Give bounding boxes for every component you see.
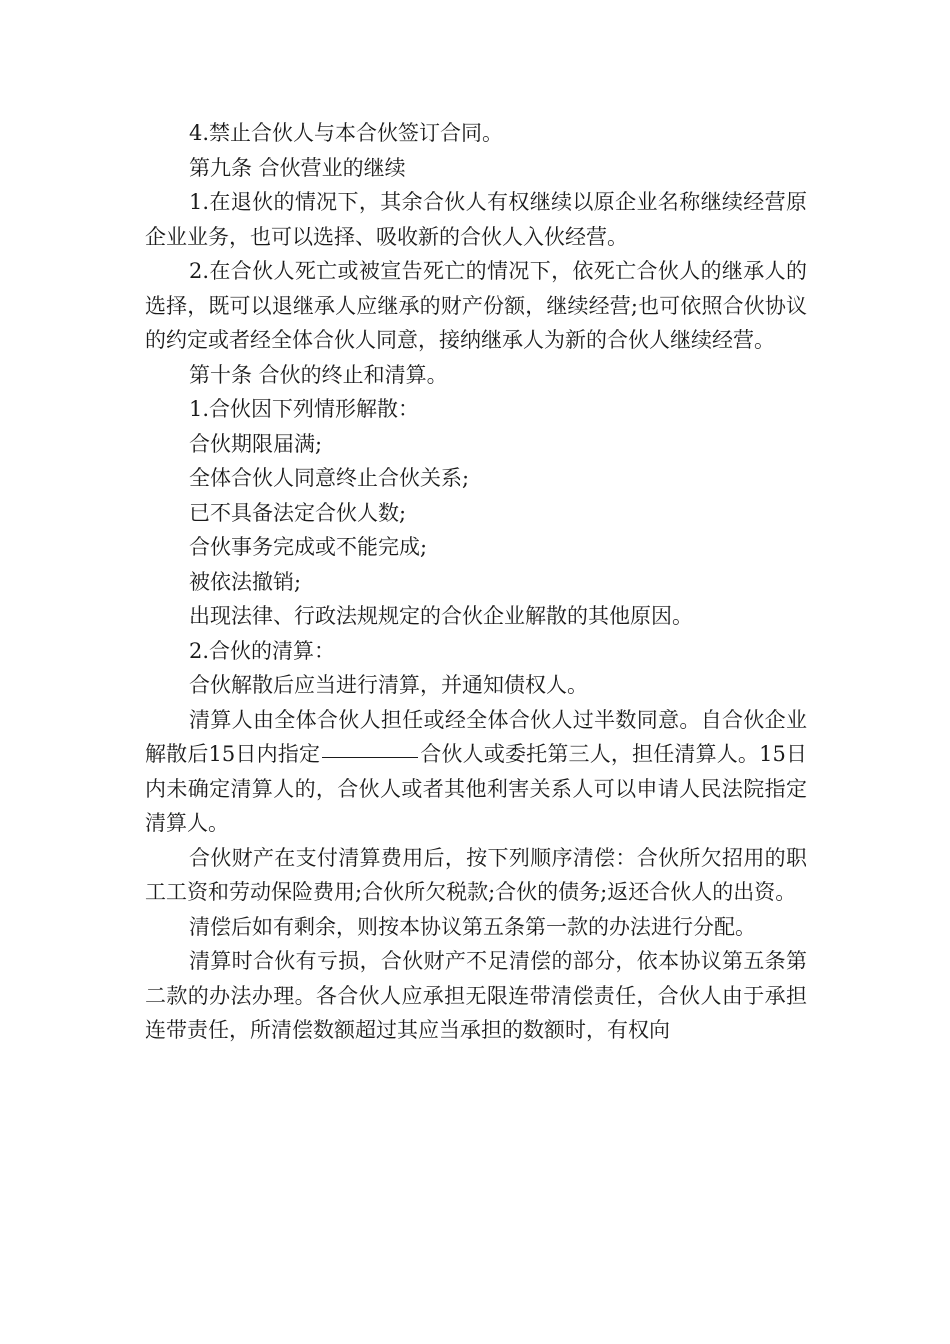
article-10-heading: 第十条 合伙的终止和清算。 [189, 362, 448, 387]
dissolution-reason-5: 被依法撤销; [189, 569, 302, 594]
dissolution-reason-2: 全体合伙人同意终止合伙关系; [189, 466, 470, 490]
liquidator-paragraph [145, 703, 807, 841]
dissolution-reason-6: 出现法律、行政法规规定的合伙企业解散的其他原因。 [189, 604, 693, 628]
dissolution-reason-3: 已不具备法定合伙人数; [189, 500, 407, 525]
repayment-order-paragraph: 合伙财产在支付清算费用后，按下列顺序清偿：合伙所欠招用的职工工资和劳动保险费用;合伙所欠税款;合伙的债务;返还合伙人的出资。 [145, 845, 807, 904]
article-9-heading: 第九条 合伙营业的继续 [189, 155, 406, 180]
article-9-item-1: 1.在退伙的情况下，其余合伙人有权继续以原企业名称继续经营原企业业务，也可以选择、吸收新的合伙人入伙经营。 [145, 190, 807, 249]
liquidator-text-after: 合伙人或委托第三人，担任清算人。15日内未确定清算人的，合伙人或者其他利害关系人可以申请人民法院指定清算人。 [145, 742, 807, 835]
loss-handling-paragraph: 清算时合伙有亏损，合伙财产不足清偿的部分，依本协议第五条第二款的办法办理。各合伙人应承担无限连带清偿责任，合伙人由于承担连带责任，所清偿数额超过其应当承担的数额时，有权向 [145, 949, 807, 1042]
fill-in-blank-line [322, 756, 418, 758]
surplus-distribution-paragraph: 清偿后如有剩余，则按本协议第五条第一款的办法进行分配。 [189, 914, 756, 939]
article-10-item-1: 1.合伙因下列情形解散： [189, 397, 420, 421]
liquidator-text-before: 清算人由全体合伙人担任或经全体合伙人过半数同意。自合伙企业解散后15日内指定 [145, 707, 807, 766]
document-body [145, 116, 807, 1048]
dissolution-reason-1: 合伙期限届满; [189, 431, 323, 456]
dissolution-reason-4: 合伙事务完成或不能完成; [189, 535, 428, 559]
article-10-item-2: 2.合伙的清算： [189, 638, 336, 663]
liquidation-notice: 合伙解散后应当进行清算，并通知债权人。 [189, 673, 588, 697]
article-9-item-2: 2.在合伙人死亡或被宣告死亡的情况下，依死亡合伙人的继承人的选择，既可以退继承人应继承的财产份额，继续经营;也可依照合伙协议的约定或者经全体合伙人同意，接纳继承人为新的合伙人继续经营。 [145, 259, 807, 352]
clause-item-4: 4.禁止合伙人与本合伙签订合同。 [189, 121, 504, 145]
